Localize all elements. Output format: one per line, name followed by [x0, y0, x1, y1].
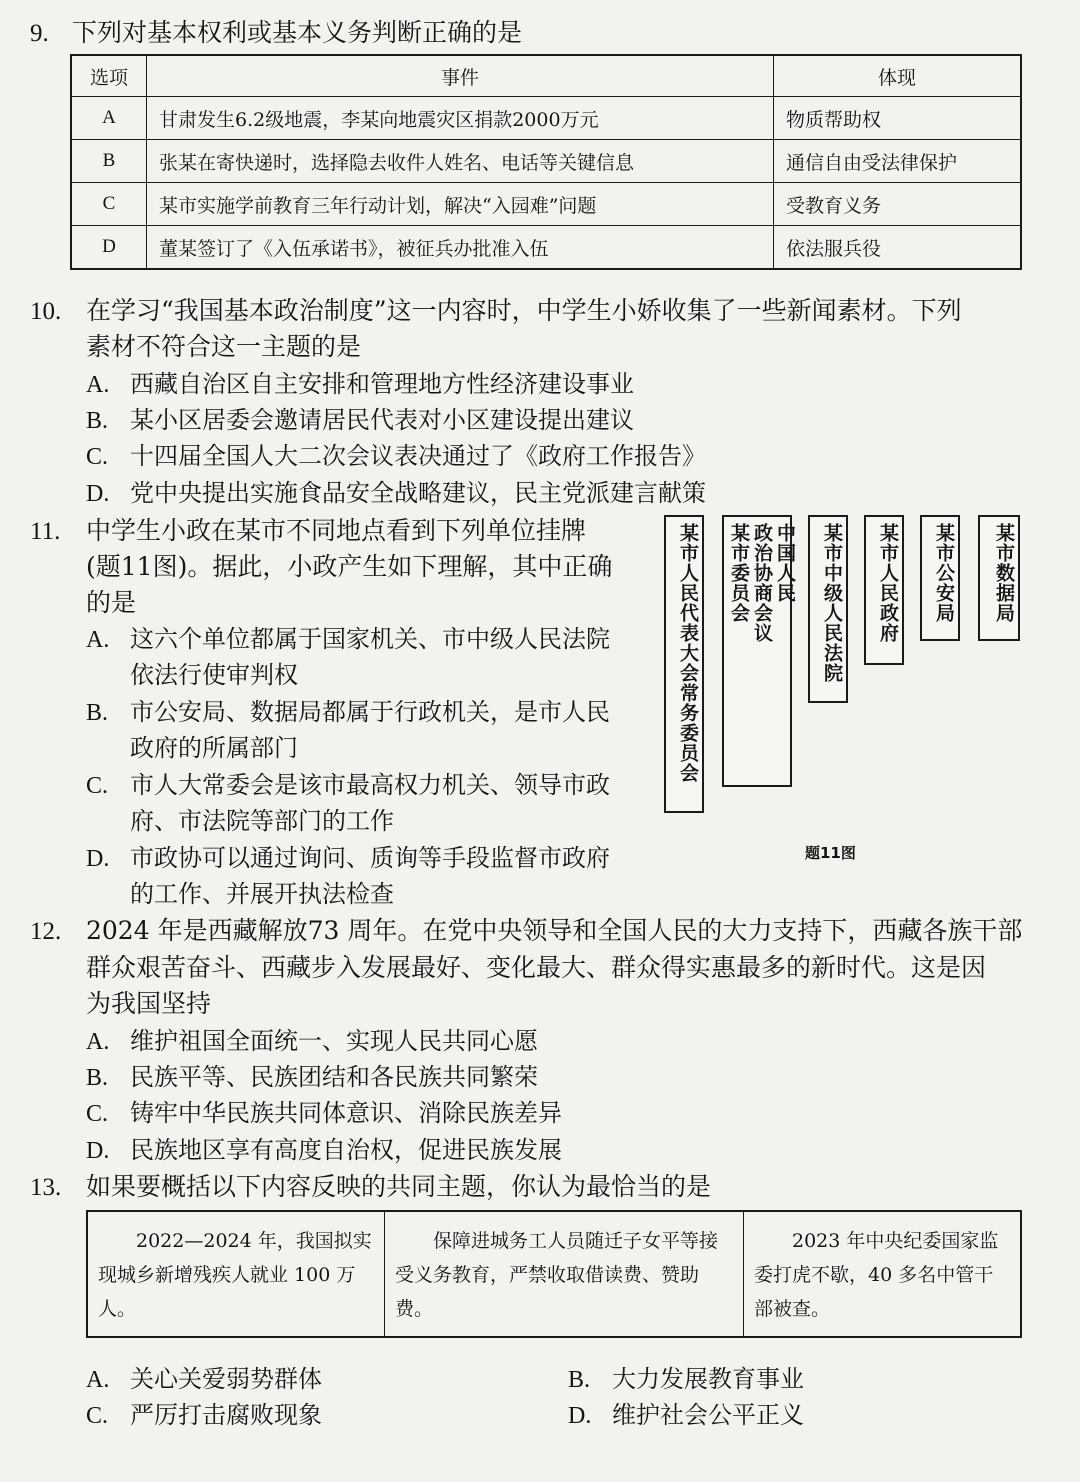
q13-option-b: B. 大力发展教育事业	[568, 1365, 804, 1393]
q11-number: 11.	[30, 518, 61, 545]
q11-option-c: C. 市人大常委会是该市最高权力机关、领导市政	[86, 771, 610, 799]
q13-option-c: C. 严厉打击腐败现象	[86, 1401, 322, 1429]
table-row	[71, 97, 1021, 140]
q10-number: 10.	[30, 298, 62, 325]
q11-figure-caption: 题11图	[805, 844, 856, 862]
q12-number: 12.	[30, 918, 62, 945]
q11-stem	[30, 514, 586, 549]
material-cell-2: 保障进城务工人员随迁子女平等接受义务教育，严禁收取借读费、赞助费。	[385, 1211, 744, 1337]
q10-stem	[30, 294, 962, 329]
q12-option-d: D. 民族地区享有高度自治权，促进民族发展	[86, 1136, 562, 1164]
plaque-cppcc-col1: 中国人民	[774, 523, 796, 603]
q10-option-a: A. 西藏自治区自主安排和管理地方性经济建设事业	[86, 370, 634, 398]
row-option: A	[71, 97, 147, 140]
plaque-cppcc-col2: 政治协商会议	[751, 523, 773, 643]
q11-stem-line2: (题11图)。据此，小政产生如下理解，其中正确	[86, 552, 613, 581]
q11-option-d: D. 市政协可以通过询问、质询等手段监督市政府	[86, 844, 610, 872]
table-row	[71, 140, 1021, 183]
q13-option-d: D. 维护社会公平正义	[568, 1401, 804, 1429]
row-event: 甘肃发生6.2级地震，李某向地震灾区捐款2000万元	[147, 97, 774, 140]
material-cell-3: 2023 年中央纪委国家监委打虎不歇，40 多名中管干部被查。	[744, 1211, 1022, 1337]
plaque-cppcc	[722, 515, 796, 787]
q10-option-d: D. 党中央提出实施食品安全战略建议，民主党派建言献策	[86, 479, 706, 507]
q10-option-b: B. 某小区居委会邀请居民代表对小区建设提出建议	[86, 406, 634, 434]
header-reflect: 体现	[774, 55, 1022, 97]
q11-option-b-line2: 政府的所属部门	[130, 734, 298, 762]
q13-stem	[30, 1170, 711, 1205]
q11-option-a-line2: 依法行使审判权	[130, 661, 298, 689]
q10-stem-line1: 在学习“我国基本政治制度”这一内容时，中学生小娇收集了一些新闻素材。下列	[86, 296, 962, 325]
table-row	[71, 183, 1021, 226]
row-reflect: 依法服兵役	[774, 226, 1022, 270]
q13-stem-text: 如果要概括以下内容反映的共同主题，你认为最恰当的是	[86, 1172, 712, 1201]
q11-stem-line1: 中学生小政在某市不同地点看到下列单位挂牌	[86, 516, 587, 545]
q11-option-c-line2: 府、市法院等部门的工作	[130, 807, 394, 835]
row-event: 某市实施学前教育三年行动计划，解决“入园难”问题	[147, 183, 774, 226]
q11-option-d-line2: 的工作、并展开执法检查	[130, 880, 394, 908]
q12-stem-line3: 为我国坚持	[86, 989, 212, 1018]
q12-stem-line1: 2024 年是西藏解放73 周年。在党中央领导和全国人民的大力支持下，西藏各族干部	[86, 916, 1023, 945]
q12-option-c: C. 铸牢中华民族共同体意识、消除民族差异	[86, 1099, 562, 1127]
plaque-data-bureau: 某市数据局	[978, 515, 1020, 641]
q12-option-a: A. 维护祖国全面统一、实现人民共同心愿	[86, 1027, 538, 1055]
plaque-intermediate-court: 某市中级人民法院	[808, 515, 848, 703]
q12-option-b: B. 民族平等、民族团结和各民族共同繁荣	[86, 1063, 538, 1091]
header-option: 选项	[71, 55, 147, 97]
plaque-cppcc-col3: 某市委员会	[728, 523, 750, 623]
plaque-people-government: 某市人民政府	[864, 515, 904, 665]
row-event: 董某签订了《入伍承诺书》，被征兵办批准入伍	[147, 226, 774, 270]
q9-table	[70, 54, 1022, 270]
row-option: C	[71, 183, 147, 226]
row-option: D	[71, 226, 147, 270]
row-event: 张某在寄快递时，选择隐去收件人姓名、电话等关键信息	[147, 140, 774, 183]
q10-option-c: C. 十四届全国人大二次会议表决通过了《政府工作报告》	[86, 442, 706, 470]
row-reflect: 物质帮助权	[774, 97, 1022, 140]
table-header-row	[71, 55, 1021, 97]
row-reflect: 通信自由受法律保护	[774, 140, 1022, 183]
row-reflect: 受教育义务	[774, 183, 1022, 226]
q12-stem-line2: 群众艰苦奋斗、西藏步入发展最好、变化最大、群众得实惠最多的新时代。这是因	[86, 953, 987, 982]
q12-stem	[30, 914, 1022, 949]
plaque-public-security-bureau: 某市公安局	[920, 515, 960, 641]
q11-figure	[660, 515, 1025, 815]
q11-option-b: B. 市公安局、数据局都属于行政机关，是市人民	[86, 698, 610, 726]
q11-option-a: A. 这六个单位都属于国家机关、市中级人民法院	[86, 625, 610, 653]
row-option: B	[71, 140, 147, 183]
material-cell-1: 2022—2024 年，我国拟实现城乡新增残疾人就业 100 万人。	[87, 1211, 385, 1337]
header-event: 事件	[147, 55, 774, 97]
q9-stem-text: 下列对基本权利或基本义务判断正确的是	[72, 18, 523, 47]
q11-stem-line3: 的是	[86, 588, 137, 617]
q9-stem	[30, 16, 522, 51]
q13-option-a: A. 关心关爱弱势群体	[86, 1365, 322, 1393]
table-row	[87, 1211, 1021, 1337]
q10-stem-line2: 素材不符合这一主题的是	[86, 332, 362, 361]
table-row	[71, 226, 1021, 270]
q9-number: 9.	[30, 20, 49, 47]
q13-material-table	[86, 1210, 1022, 1338]
plaque-npc-standing-committee: 某市人民代表大会常务委员会	[664, 515, 704, 813]
q13-number: 13.	[30, 1174, 62, 1201]
